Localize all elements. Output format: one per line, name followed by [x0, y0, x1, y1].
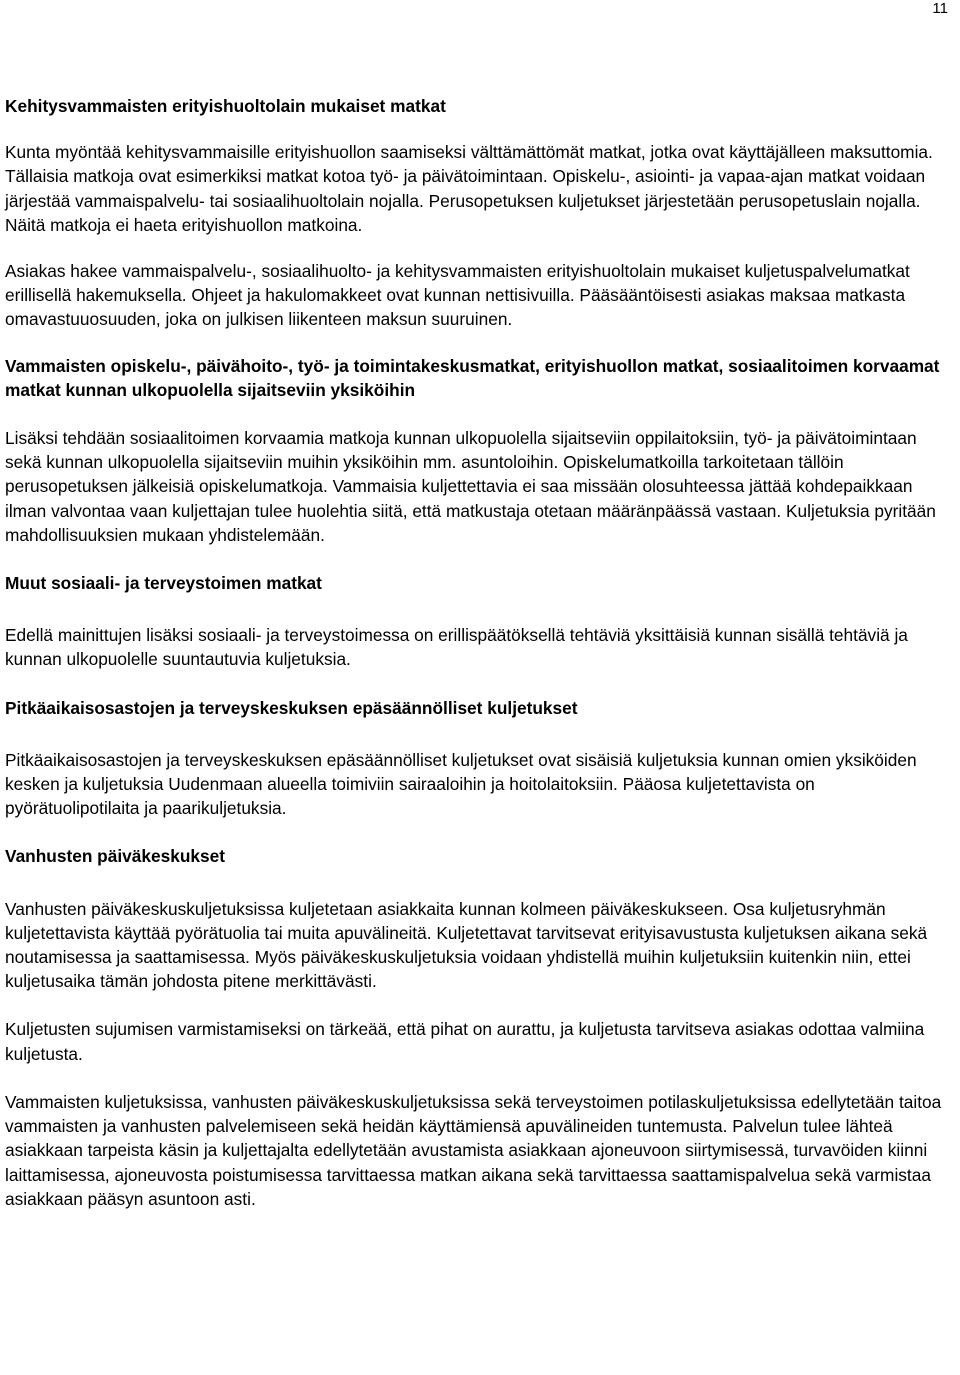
section-heading: Muut sosiaali- ja terveystoimen matkat [5, 573, 322, 594]
section-vanhusten-paivakeskukset [5, 844, 943, 1210]
document-body [5, 94, 943, 1235]
paragraph: Lisäksi tehdään sosiaalitoimen korvaamia matkoja kunnan ulkopuolella sijaitseviin oppilaitoksiin, työ- ja päivätoimintaan sekä kunnan ulkopuolella sijaitseviin muihin yksiköihin mm. asuntoloihin. Opiskelumatkoilla tarkoitetaan tällöin perusopetuksen jälkeisiä opiskelumatkoja. Vammaisia kuljettettavia ei saa missään olosuhteessa jättää kohdepaikkaan ilman valvontaa vaan kuljettajan tulee huolehtia siitä, että matkustaja otetaan määränpäässä vastaan. Kuljetuksia pyritään mahdollisuuksien mukaan yhdistelemään. [5, 428, 936, 545]
section-erityishuoltolain-matkat [5, 94, 943, 332]
paragraph: Pitkäaikaisosastojen ja terveyskeskuksen epäsäännölliset kuljetukset ovat sisäisiä kuljetuksia kunnan omien yksiköiden kesken ja kuljetuksia Uudenmaan alueella toimiviin sairaaloihin ja hoitolaitoksiin. Pääosa kuljetettavista on pyörätuolipotilaita ja paarikuljetuksia. [5, 749, 917, 819]
section-heading: Vanhusten päiväkeskukset [5, 846, 225, 867]
section-heading: Kehitysvammaisten erityishuoltolain mukaiset matkat [5, 96, 446, 116]
paragraph: Kuljetusten sujumisen varmistamiseksi on tärkeää, että pihat on aurattu, ja kuljetusta tarvitseva asiakas odottaa valmiina kuljetusta. [5, 1019, 925, 1064]
section-muut-matkat [5, 571, 943, 672]
section-pitkaaikaisosastot [5, 696, 943, 821]
paragraph: Asiakas hakee vammaispalvelu-, sosiaalihuolto- ja kehitysvammaisten erityishuoltolain mukaiset kuljetuspalvelumatkat erillisellä hakemuksella. Ohjeet ja hakulomakkeet ovat kunnan nettisivuilla. Pääsääntöisesti asiakas maksaa matkasta omavastuuosuuden, joka on julkisen liikenteen maksun suuruinen. [5, 261, 910, 330]
section-heading: Pitkäaikaisosastojen ja terveyskeskuksen epäsäännölliset kuljetukset [5, 697, 578, 718]
section-heading: Vammaisten opiskelu-, päivähoito-, työ- ja toimintakeskusmatkat, erityishuollon matkat, sosiaalitoimen korvaamat matkat kunnan ulkopuolella sijaitseviin yksiköihin [5, 355, 940, 400]
paragraph: Vanhusten päiväkeskuskuljetuksissa kuljetetaan asiakkaita kunnan kolmeen päiväkeskukseen. Osa kuljetusryhmän kuljetettavista käyttää pyörätuolia tai muita apuvälineitä. Kuljetettavat tarvitsevat erityisavustusta kuljetuksen aikana sekä noutamisessa ja saattamisessa. Myös päiväkeskuskuljetuksia voidaan yhdistellä muihin kuljetuksiin kuitenkin niin, ettei kuljetusaika tämän johdosta pitene merkittävästi. [5, 898, 928, 992]
paragraph: Kunta myöntää kehitysvammaisille erityishuollon saamiseksi välttämättömät matkat, jotka ovat käyttäjälleen maksuttomia. Tällaisia matkoja ovat esimerkiksi matkat kotoa työ- ja päivätoimintaan. Opiskelu-, asiointi- ja vapaa-ajan matkat voidaan järjestää vammaispalvelu- tai sosiaalihuoltolain nojalla. Perusopetuksen kuljetukset järjestetään perusopetuslain nojalla. Näitä matkoja ei haeta erityishuollon matkoina. [5, 142, 933, 235]
page-number: 11 [932, 0, 948, 17]
paragraph: Edellä mainittujen lisäksi sosiaali- ja terveystoimessa on erillispäätöksellä tehtäviä yksittäisiä kunnan sisällä tehtäviä ja kunnan ulkopuolelle suuntautuvia kuljetuksia. [5, 625, 908, 670]
paragraph: Vammaisten kuljetuksissa, vanhusten päiväkeskuskuljetuksissa sekä terveystoimen potilaskuljetuksissa edellytetään taitoa vammaisten ja vanhusten palvelemiseen sekä heidän käyttämiensä apuvälineiden tuntemusta. Palvelun tulee lähteä asiakkaan tarpeista käsin ja kuljettajalta edellytetään avustamista asiakkaan ajoneuvoon siirtymisessä, turvavöiden kiinni laittamisessa, ajoneuvosta poistumisessa tarvittaessa matkan aikana sekä tarvittaessa saattamispalvelua sekä varmistaa asiakkaan pääsyn asuntoon asti. [5, 1091, 942, 1209]
section-opiskelu-paivahoito-matkat [5, 354, 943, 547]
